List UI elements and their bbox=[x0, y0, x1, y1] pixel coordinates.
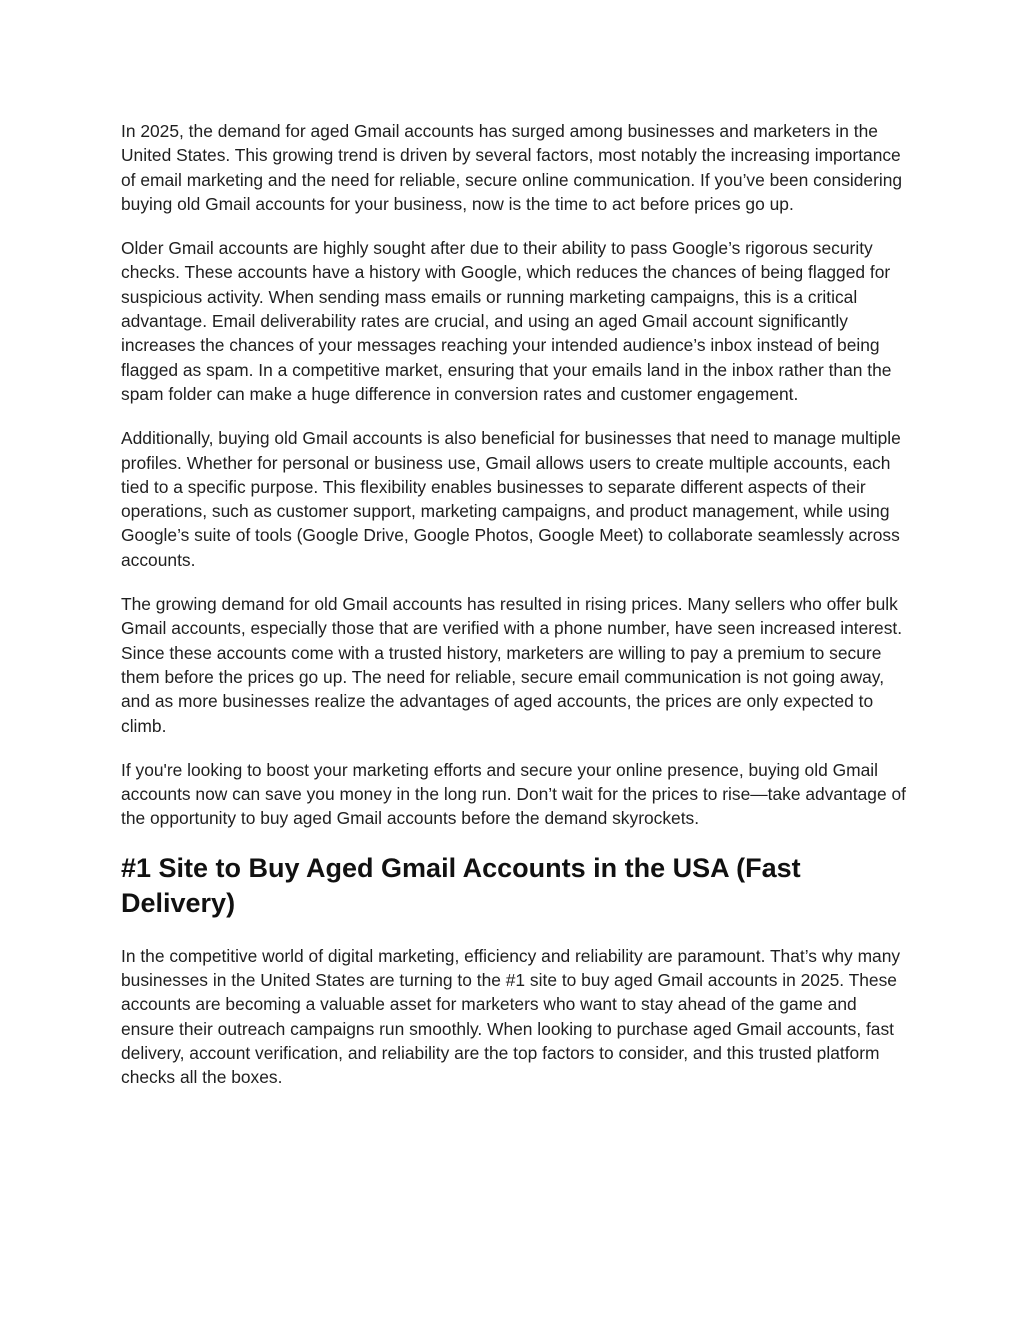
paragraph-intro-demand: In 2025, the demand for aged Gmail accounts has surged among businesses and marketers in the United States. This growing trend is driven by several factors, most notably the increasing importance of email marketing and the need for reliable, secure online communication. If you’ve been considering buying old Gmail accounts for your business, now is the time to act before prices go up. bbox=[121, 121, 903, 214]
paragraph-multiple-profiles: Additionally, buying old Gmail accounts is also beneficial for businesses that need to manage multiple profiles. Whether for personal or business use, Gmail allows users to create multiple accounts, each tied to a specific purpose. This flexibility enables businesses to separate different aspects of their operations, such as customer support, marketing campaigns, and product management, while using Google’s suite of tools (Google Drive, Google Photos, Google Meet) to collaborate seamlessly across accounts. bbox=[121, 428, 901, 570]
paragraph-call-to-action: If you're looking to boost your marketing efforts and secure your online presence, buying old Gmail accounts now can save you money in the long run. Don’t wait for the prices to rise—take advantage of the opportunity to buy aged Gmail accounts before the demand skyrockets. bbox=[121, 759, 906, 829]
paragraph-rising-prices: The growing demand for old Gmail accounts has resulted in rising prices. Many sellers who offer bulk Gmail accounts, especially those that are verified with a phone number, have seen increased interest. Since these accounts come with a trusted history, marketers are willing to pay a premium to secure them before the prices go up. The need for reliable, secure email communication is not going away, and as more businesses realize the advantages of aged accounts, the prices are only expected to climb. bbox=[121, 594, 903, 736]
document-page bbox=[121, 119, 911, 1110]
paragraph-site-intro: In the competitive world of digital marketing, efficiency and reliability are paramount. That’s why many businesses in the United States are turning to the #1 site to buy aged Gmail accounts in 2025. These accounts are becoming a valuable asset for marketers who want to stay ahead of the game and ensure their outreach campaigns run smoothly. When looking to purchase aged Gmail accounts, fast delivery, account verification, and reliability are the top factors to consider, and this trusted platform checks all the boxes. bbox=[121, 945, 901, 1088]
paragraph-security-checks: Older Gmail accounts are highly sought after due to their ability to pass Google’s rigorous security checks. These accounts have a history with Google, which reduces the chances of being flagged for suspicious activity. When sending mass emails or running marketing campaigns, this is a critical advantage. Email deliverability rates are crucial, and using an aged Gmail account significantly increases the chances of your messages reaching your intended audience’s inbox instead of being flagged as spam. In a competitive market, ensuring that your emails land in the inbox rather than the spam folder can make a huge difference in conversion rates and customer engagement. bbox=[121, 238, 892, 404]
section-heading: #1 Site to Buy Aged Gmail Accounts in the USA (Fast Delivery) bbox=[121, 852, 801, 919]
